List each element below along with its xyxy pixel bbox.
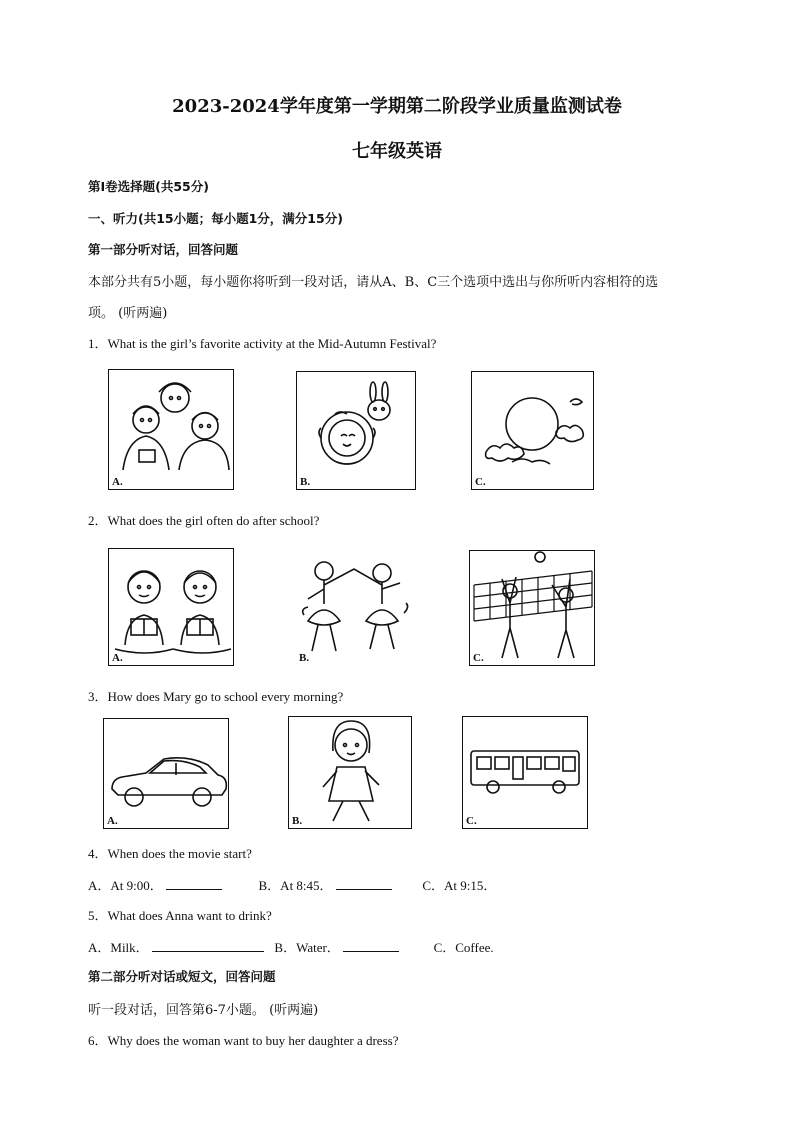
option-1c-label: C. — [475, 476, 486, 488]
question-6-text: 6．Why does the woman want to buy her daughter a dress? — [88, 1033, 399, 1048]
part2-instructions: 听一段对话，回答第6-7小题。 (听两遍) — [88, 1003, 319, 1018]
q5-option-a[interactable]: A．Milk． — [88, 940, 149, 955]
option-3a-label: A. — [107, 815, 118, 827]
instructions-line-2: 项。 (听两遍) — [88, 306, 168, 321]
q4-blank-b — [336, 877, 392, 890]
option-1a-image[interactable] — [108, 369, 234, 490]
moon-clouds-icon — [472, 372, 594, 490]
dancing-girls-icon — [296, 549, 417, 666]
option-1a-label: A. — [112, 476, 123, 488]
part2-subsection-heading: 第二部分听对话或短文，回答问题 — [88, 969, 276, 984]
option-1b-label: B. — [300, 476, 311, 488]
option-3b-image[interactable] — [288, 716, 412, 829]
option-3c-label: C. — [466, 815, 477, 827]
q4-option-a[interactable]: A．At 9:00． — [88, 878, 163, 893]
question-4-options — [88, 875, 496, 894]
q5-blank-a — [152, 939, 264, 952]
instructions-line-1: 本部分共有5小题，每小题你将听到一段对话，请从A、B、C三个选项中选出与你所听内容相符的选 — [88, 275, 659, 290]
question-5-text: 5．What does Anna want to drink? — [88, 908, 272, 923]
mooncake-rabbit-icon — [297, 372, 416, 490]
option-2b-label: B. — [299, 652, 310, 664]
option-3c-image[interactable] — [462, 716, 588, 829]
question-2-text: 2．What does the girl often do after school? — [88, 513, 320, 528]
volleyball-players-icon — [470, 551, 595, 666]
section-heading: 一、听力(共15小题；每小题1分，满分15分) — [88, 211, 343, 226]
question-3-text: 3．How does Mary go to school every morning? — [88, 689, 344, 704]
q4-blank-a — [166, 877, 222, 890]
option-2c-label: C. — [473, 652, 484, 664]
option-3a-image[interactable] — [103, 718, 229, 829]
page-title: 2023-2024学年度第一学期第二阶段学业质量监测试卷 — [172, 96, 622, 117]
page-subtitle: 七年级英语 — [352, 141, 442, 162]
option-2c-image[interactable] — [469, 550, 595, 666]
bus-icon — [463, 717, 588, 829]
question-4-text: 4．When does the movie start? — [88, 846, 252, 861]
walking-girl-icon — [289, 717, 412, 829]
option-2a-image[interactable] — [108, 548, 234, 666]
reading-children-icon — [109, 549, 234, 666]
option-1b-image[interactable] — [296, 371, 416, 490]
subsection-heading: 第一部分听对话，回答问题 — [88, 242, 239, 257]
q4-option-b[interactable]: B．At 8:45． — [258, 878, 333, 893]
q4-option-c[interactable]: C．At 9:15． — [422, 878, 497, 893]
option-1c-image[interactable] — [471, 371, 594, 490]
family-picture-icon — [109, 370, 234, 490]
option-3b-label: B. — [292, 815, 303, 827]
question-1-text: 1．What is the girl’s favorite activity at the Mid-Autumn Festival? — [88, 336, 437, 351]
option-2a-label: A. — [112, 652, 123, 664]
q5-option-b[interactable]: B．Water． — [274, 940, 340, 955]
option-2b-image[interactable] — [295, 548, 417, 666]
q5-option-c[interactable]: C．Coffee. — [433, 940, 494, 955]
q5-blank-b — [343, 939, 399, 952]
car-icon — [104, 719, 229, 829]
part-heading: 第Ⅰ卷选择题(共55分) — [88, 179, 209, 194]
question-5-options — [88, 937, 494, 956]
